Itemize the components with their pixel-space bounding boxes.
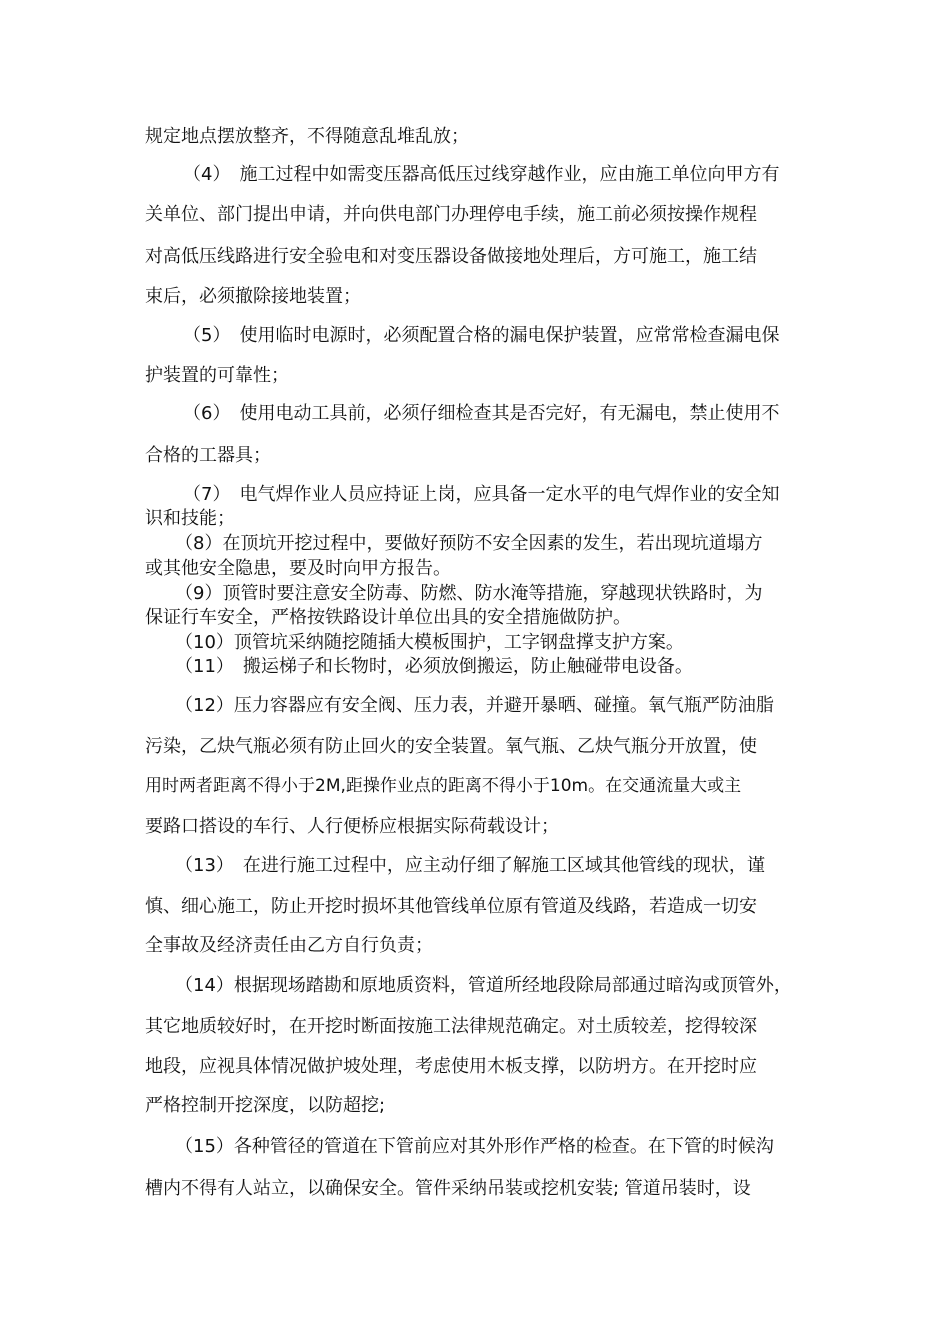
text-line: 识和技能； <box>145 508 235 529</box>
text-line: （15）各种管径的管道在下管前应对其外形作严格的检查。在下管的时候沟 <box>175 1136 774 1157</box>
text-line: （7） 电气焊作业人员应持证上岗，应具备一定水平的电气焊作业的安全知 <box>183 484 780 505</box>
text-line: 污染，乙炔气瓶必须有防止回火的安全装置。氧气瓶、乙炔气瓶分开放置，使 <box>145 736 757 757</box>
text-line: 严格控制开挖深度，以防超挖; <box>145 1095 386 1116</box>
text-line: 规定地点摆放整齐，不得随意乱堆乱放； <box>145 126 469 147</box>
text-line: 束后，必须撤除接地装置； <box>145 286 361 307</box>
text-line: 关单位、部门提出申请，并向供电部门办理停电手续，施工前必须按操作规程 <box>145 204 757 225</box>
text-line: 全事故及经济责任由乙方自行负责； <box>145 935 433 956</box>
text-line: 地段，应视具体情况做护坡处理，考虑使用木板支撑，以防坍方。在开挖时应 <box>145 1056 757 1077</box>
text-line: （12）压力容器应有安全阀、压力表，并避开暴晒、碰撞。氧气瓶严防油脂 <box>175 695 774 716</box>
text-line: 合格的工器具； <box>145 445 271 466</box>
text-line: （11） 搬运梯子和长物时，必须放倒搬运，防止触碰带电设备。 <box>175 656 693 677</box>
text-line: 对高低压线路进行安全验电和对变压器设备做接地处理后，方可施工，施工结 <box>145 246 757 267</box>
text-line: （13） 在进行施工过程中，应主动仔细了解施工区域其他管线的现状，谨 <box>175 855 765 876</box>
text-line: 用时两者距离不得小于2M,距操作业点的距离不得小于10m。在交通流量大或主 <box>145 776 742 796</box>
text-line: 槽内不得有人站立，以确保安全。管件采纳吊装或挖机安装; 管道吊装时，设 <box>145 1178 751 1199</box>
text-line: 护装置的可靠性； <box>145 365 289 386</box>
text-line: （5） 使用临时电源时，必须配置合格的漏电保护装置，应常常检查漏电保 <box>183 325 780 346</box>
text-line: 慎、细心施工，防止开挖时损坏其他管线单位原有管道及线路，若造成一切安 <box>145 896 757 917</box>
text-line: （6） 使用电动工具前，必须仔细检查其是否完好，有无漏电，禁止使用不 <box>183 403 780 424</box>
text-line: （4） 施工过程中如需变压器高低压过线穿越作业，应由施工单位向甲方有 <box>183 164 780 185</box>
text-line: （9）顶管时要注意安全防毒、防燃、防水淹等措施，穿越现状铁路时，为 <box>175 583 763 604</box>
text-line: 要路口搭设的车行、人行便桥应根据实际荷载设计； <box>145 816 559 837</box>
text-line: （8）在顶坑开挖过程中，要做好预防不安全因素的发生，若出现坑道塌方 <box>175 533 763 554</box>
text-line: 保证行车安全，严格按铁路设计单位出具的安全措施做防护。 <box>145 607 631 628</box>
text-line: （14）根据现场踏勘和原地质资料，管道所经地段除局部通过暗沟或顶管外， <box>175 975 792 996</box>
text-line: 或其他安全隐患，要及时向甲方报告。 <box>145 558 451 579</box>
text-line: （10）顶管坑采纳随挖随插大模板围护，工字钢盘撑支护方案。 <box>175 632 684 653</box>
text-line: 其它地质较好时，在开挖时断面按施工法律规范确定。对土质较差，挖得较深 <box>145 1016 757 1037</box>
